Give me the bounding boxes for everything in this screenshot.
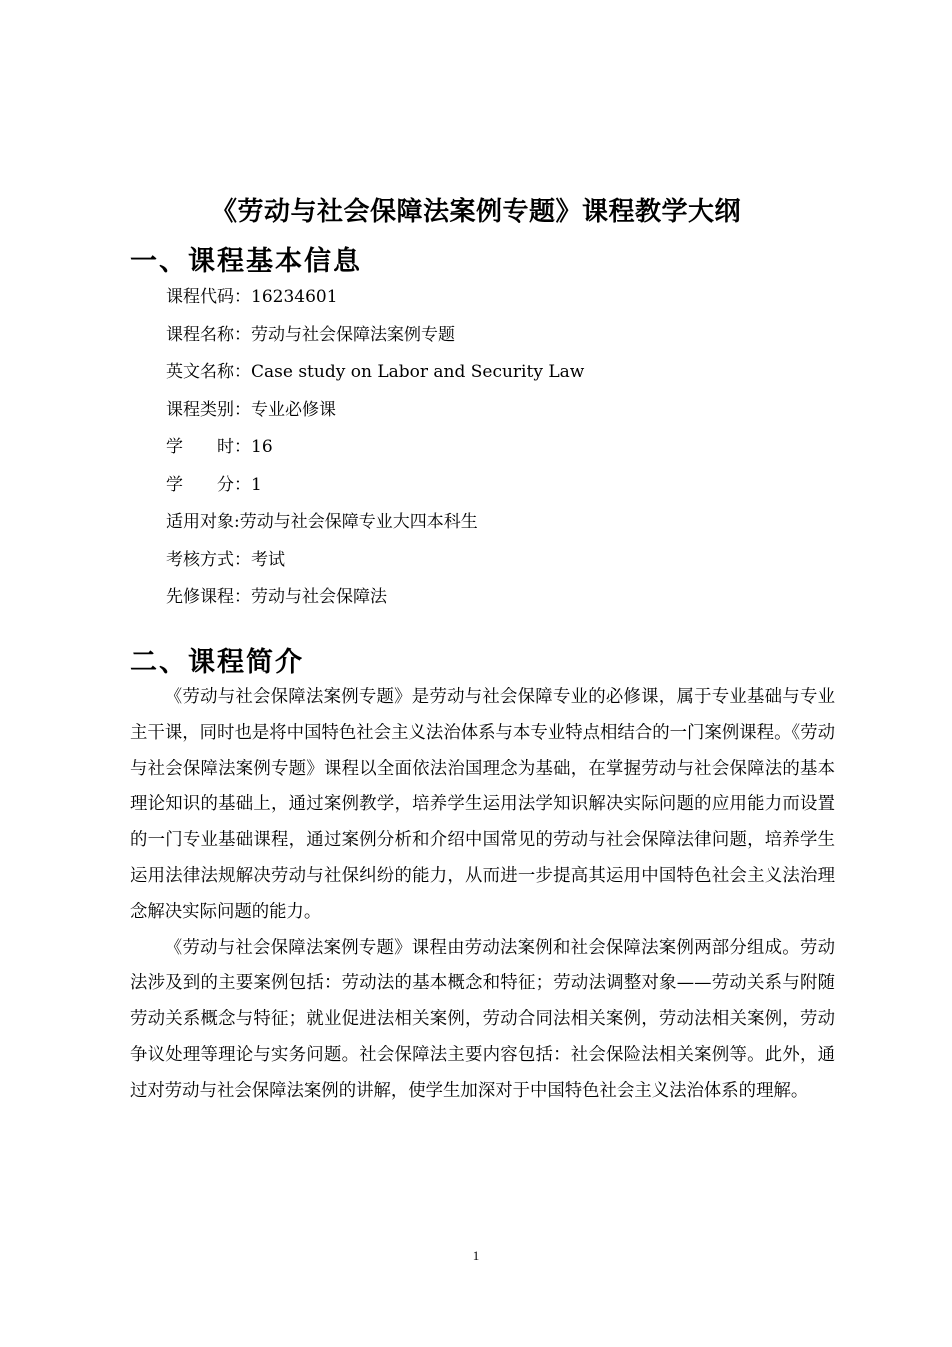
section-heading-course-intro: 二、课程简介 bbox=[130, 647, 304, 678]
intro-paragraph: 《劳动与社会保障法案例专题》课程由劳动法案例和社会保障法案例两部分组成。劳动法涉及到的主要案例包括：劳动法的基本概念和特征；劳动法调整对象——劳动关系与附随劳动关系概念与特征；就业促进法相关案例，劳动合同法相关案例，劳动法相关案例，劳动争议处理等理论与实务问题。社会保障法主要内容包括：社会保险法相关案例等。此外，通过对劳动与社会保障法案例的讲解，使学生加深对于中国特色社会主义法治体系的理解。 bbox=[130, 937, 835, 1101]
info-row-course-code bbox=[166, 282, 584, 320]
info-value: 1 bbox=[251, 474, 262, 495]
info-row-credits bbox=[166, 470, 584, 508]
info-label: 学 分： bbox=[166, 474, 251, 495]
info-row-assessment bbox=[166, 545, 584, 583]
course-info-list bbox=[166, 282, 584, 620]
intro-paragraph: 《劳动与社会保障法案例专题》是劳动与社会保障专业的必修课，属于专业基础与专业主干课，同时也是将中国特色社会主义法治体系与本专业特点相结合的一门案例课程。《劳动与社会保障法案例专题》课程以全面依法治国理念为基础，在掌握劳动与社会保障法的基本理论知识的基础上，通过案例教学，培养学生运用法学知识解决实际问题的应用能力而设置的一门专业基础课程，通过案例分析和介绍中国常见的劳动与社会保障法律问题，培养学生运用法律法规解决劳动与社保纠纷的能力，从而进一步提高其运用中国特色社会主义法治理念解决实际问题的能力。 bbox=[130, 687, 835, 922]
info-label: 课程代码： bbox=[166, 287, 251, 307]
info-value: 专业必修课 bbox=[251, 399, 336, 420]
info-label: 课程类别： bbox=[166, 399, 251, 420]
info-row-course-category bbox=[166, 395, 584, 433]
info-row-hours bbox=[166, 432, 584, 470]
info-value: 16 bbox=[251, 437, 273, 457]
info-value: 劳动与社会保障法案例专题 bbox=[251, 324, 455, 345]
info-value: 16234601 bbox=[251, 287, 338, 307]
info-row-prerequisite bbox=[166, 582, 584, 620]
info-label: 学 时： bbox=[166, 437, 251, 457]
info-value: 劳动与社会保障专业大四本科生 bbox=[239, 512, 478, 532]
info-label: 先修课程： bbox=[166, 587, 251, 607]
info-row-target-students bbox=[166, 507, 584, 545]
section-heading-basic-info: 一、课程基本信息 bbox=[130, 246, 362, 277]
page-title: 《劳动与社会保障法案例专题》课程教学大纲 bbox=[210, 197, 741, 228]
info-value: 考试 bbox=[251, 549, 285, 570]
info-value: Case study on Labor and Security Law bbox=[251, 362, 585, 382]
info-row-english-name bbox=[166, 357, 584, 395]
info-value: 劳动与社会保障法 bbox=[251, 587, 387, 607]
page-number: 1 bbox=[472, 1248, 480, 1263]
info-label: 英文名称： bbox=[166, 362, 251, 382]
info-label: 考核方式： bbox=[166, 549, 251, 570]
info-label: 适用对象: bbox=[166, 512, 240, 532]
info-label: 课程名称： bbox=[166, 324, 251, 345]
course-intro-body bbox=[130, 680, 835, 1110]
info-row-course-name bbox=[166, 320, 584, 358]
